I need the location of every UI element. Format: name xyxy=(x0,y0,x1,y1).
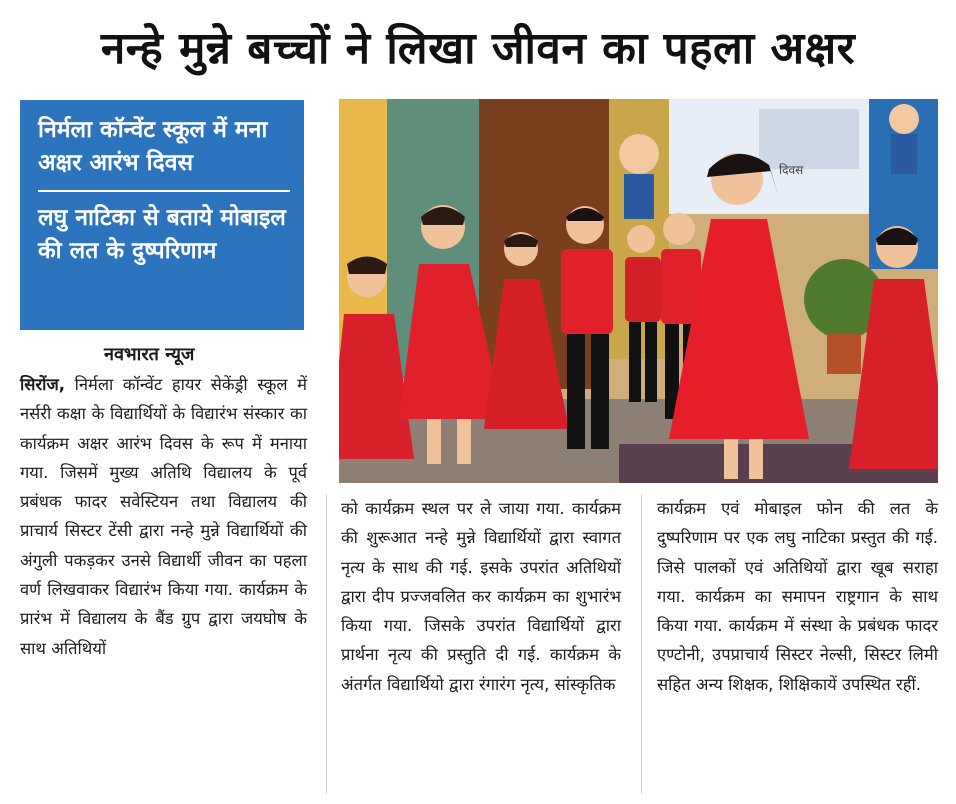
photo-illustration xyxy=(339,99,938,483)
article-column-1 xyxy=(20,370,307,663)
cartoon-cutout xyxy=(619,134,659,174)
dateline: सिरोंज, xyxy=(20,375,65,394)
byline: नवभारत न्यूज xyxy=(104,344,195,365)
child xyxy=(663,213,695,245)
subhead-box xyxy=(20,100,304,330)
plant-pot xyxy=(827,334,861,374)
column-separator xyxy=(326,494,327,794)
cartoon-cutout xyxy=(889,104,919,134)
article-column-2: को कार्यक्रम स्थल पर ले जाया गया. कार्यक्रम की शुरूआत नन्हे मुन्ने विद्यार्थियों द्वारा स्वागत नृत्य के साथ की गई. इसके उपरांत अतिथियों द्वारा दीप प्रज्जवलित कर कार्यक्रम का शुभारंभ किया गया. जिसके उपरांत विद्यार्थियों द्वारा प्रार्थना नृत्य की प्रस्तुति दी गई. कार्यक्रम के अंतर्गत विद्यार्थियो द्वारा रंगारंग नृत्य, सांस्कृतिक xyxy=(341,499,621,694)
subhead-divider xyxy=(38,190,290,192)
article-column-1-text: निर्मला कॉन्वेंट हायर सेकेंड्री स्कूल में नर्सरी कक्षा के विद्यार्थियों के विद्यारंभ संस्कार का कार्यक्रम अक्षर आरंभ दिवस के रूप में मनाया गया. जिसमें मुख्य अतिथि विद्यालय के पूर्व प्रबंधक फादर सवेस्टियन तथा विद्यालय की प्राचार्य सिस्टर टेंसी द्वारा नन्हे मुन्ने विद्यार्थियों की अंगुली पकड़कर उनसे विद्यार्थी जीवन का पहला वर्ण लिखवाकर विद्यारंभ किया गया. कार्यक्रम के प्रारंभ में विद्यालय के बैंड ग्रुप द्वारा जयघोष के साथ अतिथियों xyxy=(20,375,308,658)
subhead-2: लघु नाटिका से बताये मोबाइल की लत के दुष्परिणाम xyxy=(38,205,286,264)
screen-image xyxy=(759,109,859,169)
headline: नन्हे मुन्ने बच्चों ने लिखा जीवन का पहला अक्षर xyxy=(100,23,856,74)
column-separator xyxy=(641,494,642,794)
screen-text: दिवस xyxy=(779,163,804,177)
subhead-1: निर्मला कॉन्वेंट स्कूल में मना अक्षर आरंभ दिवस xyxy=(38,117,268,176)
article-column-3: कार्यक्रम एवं मोबाइल फोन की लत के दुष्परिणाम पर एक लघु नाटिका प्रस्तुत की गई. जिसे पालकों एवं अतिथियों द्वारा खूब सराहा गया. कार्यक्रम का समापन राष्ट्रगान के साथ किया गया. कार्यक्रम में संस्था के प्रबंधक फादर एण्टोनी, उपप्राचार्य सिस्टर नेल्सी, सिस्टर लिमी सहित अन्य शिक्षक, शिक्षिकायें उपस्थित रहीं. xyxy=(657,499,938,694)
event-photo xyxy=(339,99,938,483)
child xyxy=(627,225,655,253)
